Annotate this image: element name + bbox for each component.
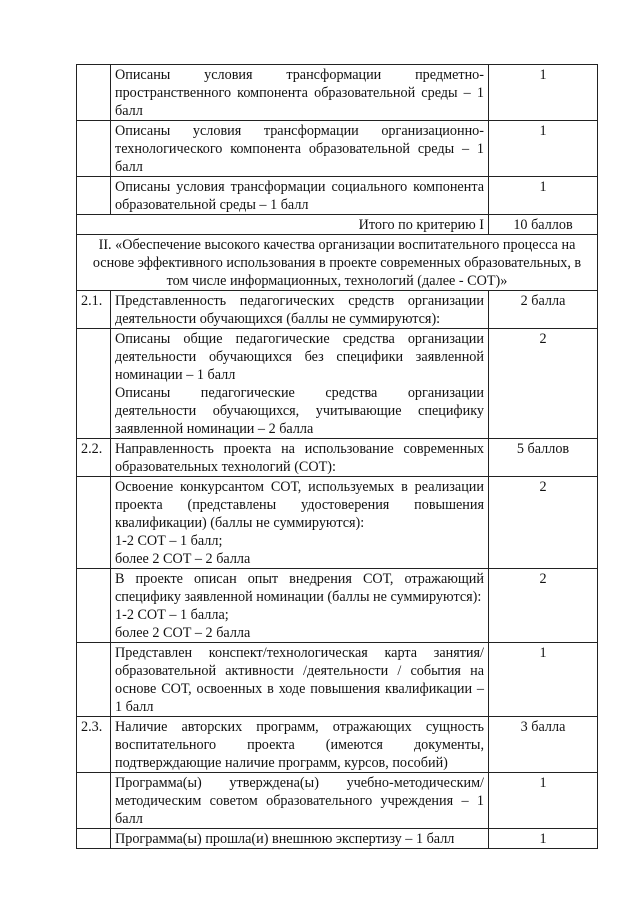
description-line: Направленность проекта на использование современных образовательных технологий (СОТ):: [115, 441, 484, 475]
table-row: [77, 177, 598, 215]
description-line: Представлен конспект/технологическая карта занятия/образовательной активности /деятельности / события на основе СОТ, освоенных в ходе повышения квалификации – 1 балл: [115, 645, 484, 715]
points-value: 1: [489, 773, 598, 829]
table-row: [77, 717, 598, 773]
criterion-description: [111, 177, 489, 215]
points-value: 1: [489, 65, 598, 121]
description-line: Наличие авторских программ, отражающих сущность воспитательного проекта (имеются документы, подтверждающие наличие программ, курсов, пособий): [115, 719, 484, 771]
criteria-table: [76, 64, 598, 849]
points-value: 5 баллов: [489, 439, 598, 477]
criterion-description: [111, 329, 489, 439]
total-row: [77, 215, 598, 235]
item-number: 2.1.: [77, 291, 111, 329]
total-points: 10 баллов: [489, 215, 598, 235]
points-value: 1: [489, 177, 598, 215]
criterion-1-rows: [77, 65, 598, 215]
criterion-description: [111, 291, 489, 329]
description-line: более 2 СОТ – 2 балла: [115, 625, 251, 641]
table-row: [77, 477, 598, 569]
table-row: [77, 121, 598, 177]
table-row: [77, 829, 598, 849]
criterion-description: [111, 439, 489, 477]
table-row: [77, 65, 598, 121]
points-value: 1: [489, 121, 598, 177]
description-line: Освоение конкурсантом СОТ, используемых в реализации проекта (представлены удостоверения повышения квалификации) (баллы не суммируются):: [115, 479, 484, 531]
table-row: [77, 773, 598, 829]
criterion-description: [111, 569, 489, 643]
item-number: [77, 177, 111, 215]
criterion-description: [111, 717, 489, 773]
description-line: Описаны педагогические средства организации деятельности обучающихся, учитывающие специфику заявленной номинации – 2 балла: [115, 385, 484, 437]
criterion-description: [111, 829, 489, 849]
points-value: 2: [489, 477, 598, 569]
item-number: [77, 569, 111, 643]
description-line: Программа(ы) прошла(и) внешнюю экспертизу – 1 балл: [115, 831, 455, 847]
table-row: [77, 291, 598, 329]
description-line: В проекте описан опыт внедрения СОТ, отражающий специфику заявленной номинации (баллы не суммируются):: [115, 571, 484, 605]
item-number: [77, 477, 111, 569]
points-value: 1: [489, 829, 598, 849]
description-line: Описаны условия трансформации организационно-технологического компонента образовательной среды – 1 балл: [115, 123, 484, 175]
total-label: Итого по критерию I: [77, 215, 489, 235]
criterion-1-total: [77, 215, 598, 291]
item-number: 2.2.: [77, 439, 111, 477]
description-line: Описаны общие педагогические средства организации деятельности обучающихся без специфики заявленной номинации – 1 балл: [115, 331, 484, 383]
criterion-2-rows: [77, 291, 598, 849]
section-2-title: II. «Обеспечение высокого качества организации воспитательного процесса на основе эффективного использования в проекте современных образовательных, в том числе информационных, технологий (далее - СОТ)»: [77, 235, 598, 291]
description-line: Описаны условия трансформации предметно-пространственного компонента образовательной среды – 1 балл: [115, 67, 484, 119]
description-line: более 2 СОТ – 2 балла: [115, 551, 251, 567]
criterion-description: [111, 773, 489, 829]
points-value: 2: [489, 329, 598, 439]
points-value: 1: [489, 643, 598, 717]
item-number: [77, 329, 111, 439]
table-row: [77, 569, 598, 643]
criterion-description: [111, 477, 489, 569]
criterion-description: [111, 121, 489, 177]
item-number: [77, 121, 111, 177]
description-line: 1-2 СОТ – 1 балл;: [115, 533, 223, 549]
item-number: [77, 773, 111, 829]
description-line: Программа(ы) утверждена(ы) учебно-методическим/методическим советом образовательного учреждения – 1 балл: [115, 775, 484, 827]
description-line: Описаны условия трансформации социального компонента образовательной среды – 1 балл: [115, 179, 484, 213]
criterion-description: [111, 643, 489, 717]
points-value: 2 балла: [489, 291, 598, 329]
points-value: 3 балла: [489, 717, 598, 773]
item-number: [77, 65, 111, 121]
item-number: 2.3.: [77, 717, 111, 773]
table-row: [77, 439, 598, 477]
item-number: [77, 829, 111, 849]
description-line: Представленность педагогических средств организации деятельности обучающихся (баллы не суммируются):: [115, 293, 484, 327]
item-number: [77, 643, 111, 717]
table-row: [77, 643, 598, 717]
points-value: 2: [489, 569, 598, 643]
section-heading-row: [77, 235, 598, 291]
table-row: [77, 329, 598, 439]
criterion-description: [111, 65, 489, 121]
description-line: 1-2 СОТ – 1 балла;: [115, 607, 229, 623]
